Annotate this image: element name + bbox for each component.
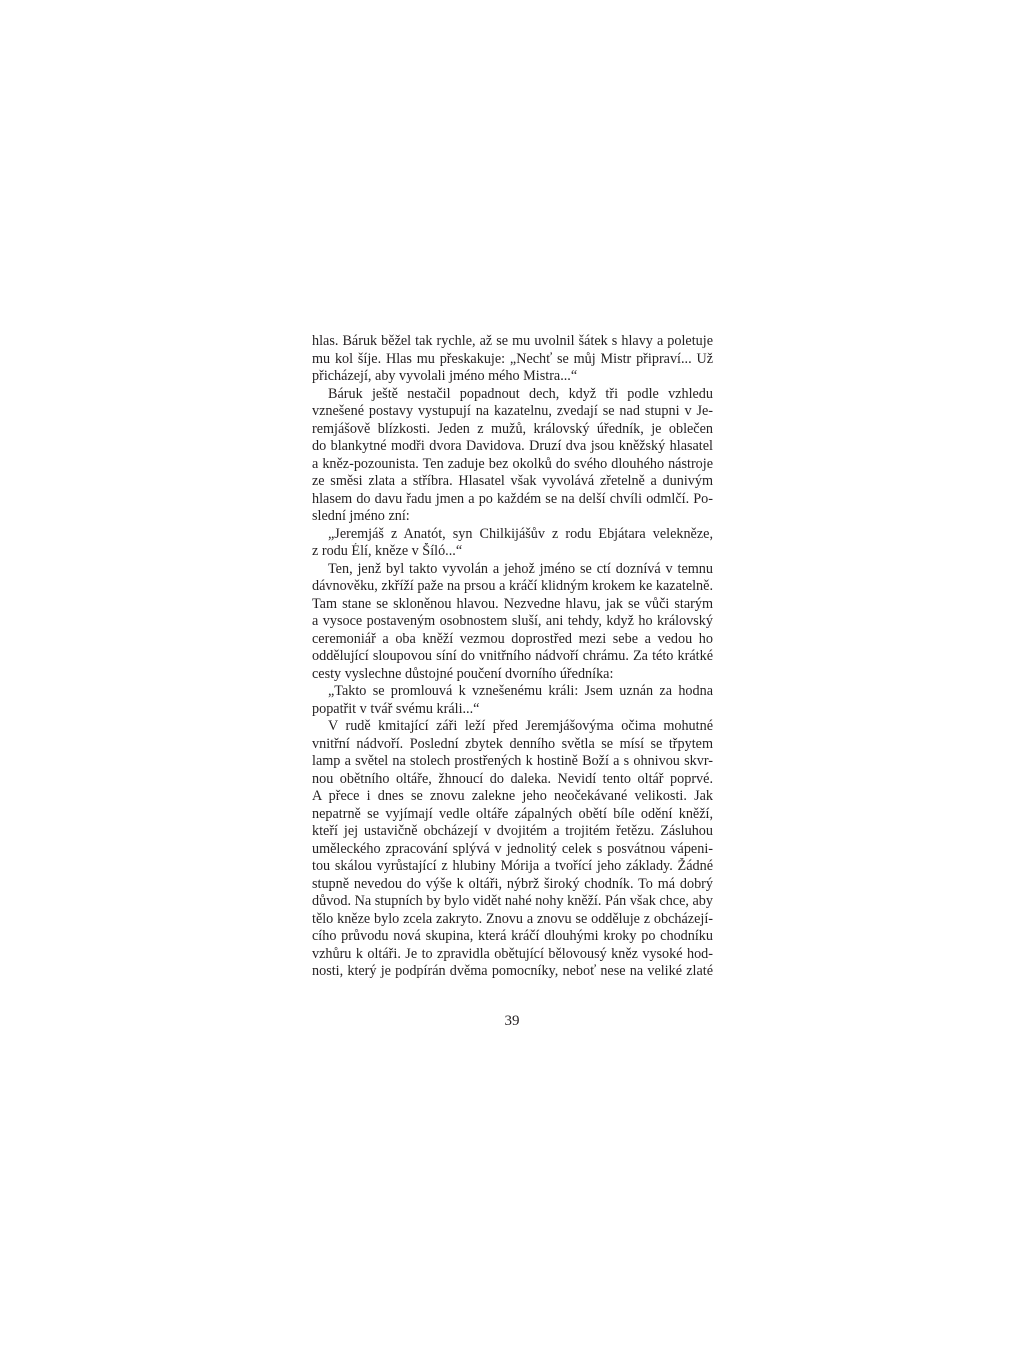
text-line: cího průvodu nová skupina, která kráčí dlouhými kroky po chodníku xyxy=(312,928,713,944)
text-line: a kněz-pozounista. Ten zaduje bez okolků do svého dlouhého nástroje xyxy=(312,455,713,472)
text-line: vznešené postavy vystupují na kazatelnu, zvedají se nad stupni v Je- xyxy=(312,403,713,419)
text-line: stupně nevedou do výše k oltáři, nýbrž široký chodník. To má dobrý xyxy=(312,875,713,892)
text-line: kteří jej ustavičně obcházejí v dvojitém a trojitém řetězu. Zásluhou xyxy=(312,823,713,839)
text-line: hlas. Báruk běžel tak rychle, až se mu uvolnil šátek s hlavy a poletuje xyxy=(312,333,713,349)
text-line: Tam stane se skloněnou hlavou. Nezvedne hlavu, jak se vůči starým xyxy=(312,595,713,612)
text-line: důvod. Na stupních by bylo vidět nahé nohy kněží. Pán však chce, aby xyxy=(312,893,713,909)
text-line: vzhůru k oltáři. Je to zpravidla obětující bělovousý kněz vysoké hod- xyxy=(312,945,713,962)
text-line: Báruk ještě nestačil popadnout dech, když tři podle vzhledu xyxy=(328,385,713,402)
text-line: mu kol šíje. Hlas mu přeskakuje: „Nechť se můj Mistr připraví... Už xyxy=(312,350,713,367)
text-line: A přece i dnes se znovu zalekne jeho neočekávané velikosti. Jak xyxy=(312,788,713,804)
text-line: oddělující sloupovou síní do vnitřního nádvoří chrámu. Za této krátké xyxy=(312,648,713,664)
text-line: a vysoce postaveným osobnostem sluší, ani tehdy, když ho královský xyxy=(312,613,713,629)
text-line: přicházejí, aby vyvolali jméno mého Mistra...“ xyxy=(312,368,578,384)
text-line: nosti, který je podpírán dvěma pomocníky, neboť nese na veliké zlaté xyxy=(312,963,713,979)
text-line: slední jméno zní: xyxy=(312,508,410,524)
text-line: hlasem do davu řadu jmen a po každém se na delší chvíli odmlčí. Po- xyxy=(312,490,713,507)
body-text xyxy=(312,333,713,981)
text-line: tělo kněze bylo zcela zakryto. Znovu a znovu se odděluje z obcházejí- xyxy=(312,910,713,927)
text-line: remjášově blízkosti. Jeden z mužů, královský úředník, je oblečen xyxy=(312,420,713,437)
text-line: ceremoniář a oba kněží vezmou doprostřed mezi sebe a vedou ho xyxy=(312,630,713,647)
text-line: nou obětního oltáře, žhnoucí do daleka. Nevidí tento oltář poprvé. xyxy=(312,770,713,787)
text-line: ze směsi zlata a stříbra. Hlasatel však vyvolává zřetelně a dunivým xyxy=(312,473,713,489)
text-line: tou skálou vyrůstající z hlubiny Mórija a tvořící jeho základy. Žádné xyxy=(312,858,713,874)
text-line: dávnověku, zkříží paže na prsou a kráčí klidným krokem ke kazatelně. xyxy=(312,578,713,594)
text-line: V rudě kmitající záři leží před Jeremjášovýma očima mohutné xyxy=(328,718,713,734)
text-line: uměleckého zpracování splývá v jednolitý celek s posvátnou vápeni- xyxy=(312,840,713,857)
text-line: cesty vyslechne důstojné poučení dvorního úředníka: xyxy=(312,665,614,682)
page-number: 39 xyxy=(504,1013,520,1029)
text-line: „Jeremjáš z Anatót, syn Chilkijášův z rodu Ebjátara velekněze, xyxy=(328,525,713,542)
text-line: z rodu Élí, kněze v Šíló...“ xyxy=(312,543,463,559)
text-line: nepatrně se vyjímají vedle oltáře zápalných obětí bíle odění kněží, xyxy=(312,805,713,822)
text-line: popatřit v tvář svému králi...“ xyxy=(312,700,480,717)
text-line: „Takto se promlouvá k vznešenému králi: Jsem uznán za hodna xyxy=(328,683,713,699)
text-line: lamp a světel na stolech prostřených k hostině Boží a s ohnivou skvr- xyxy=(312,753,713,769)
text-line: vnitřní nádvoří. Poslední zbytek denního světla se mísí se třpytem xyxy=(312,735,713,752)
text-line: do blankytné modři dvora Davidova. Druzí dva jsou kněžský hlasatel xyxy=(312,438,713,454)
text-line: Ten, jenž byl takto vyvolán a jehož jméno se ctí doznívá v temnu xyxy=(328,560,713,577)
